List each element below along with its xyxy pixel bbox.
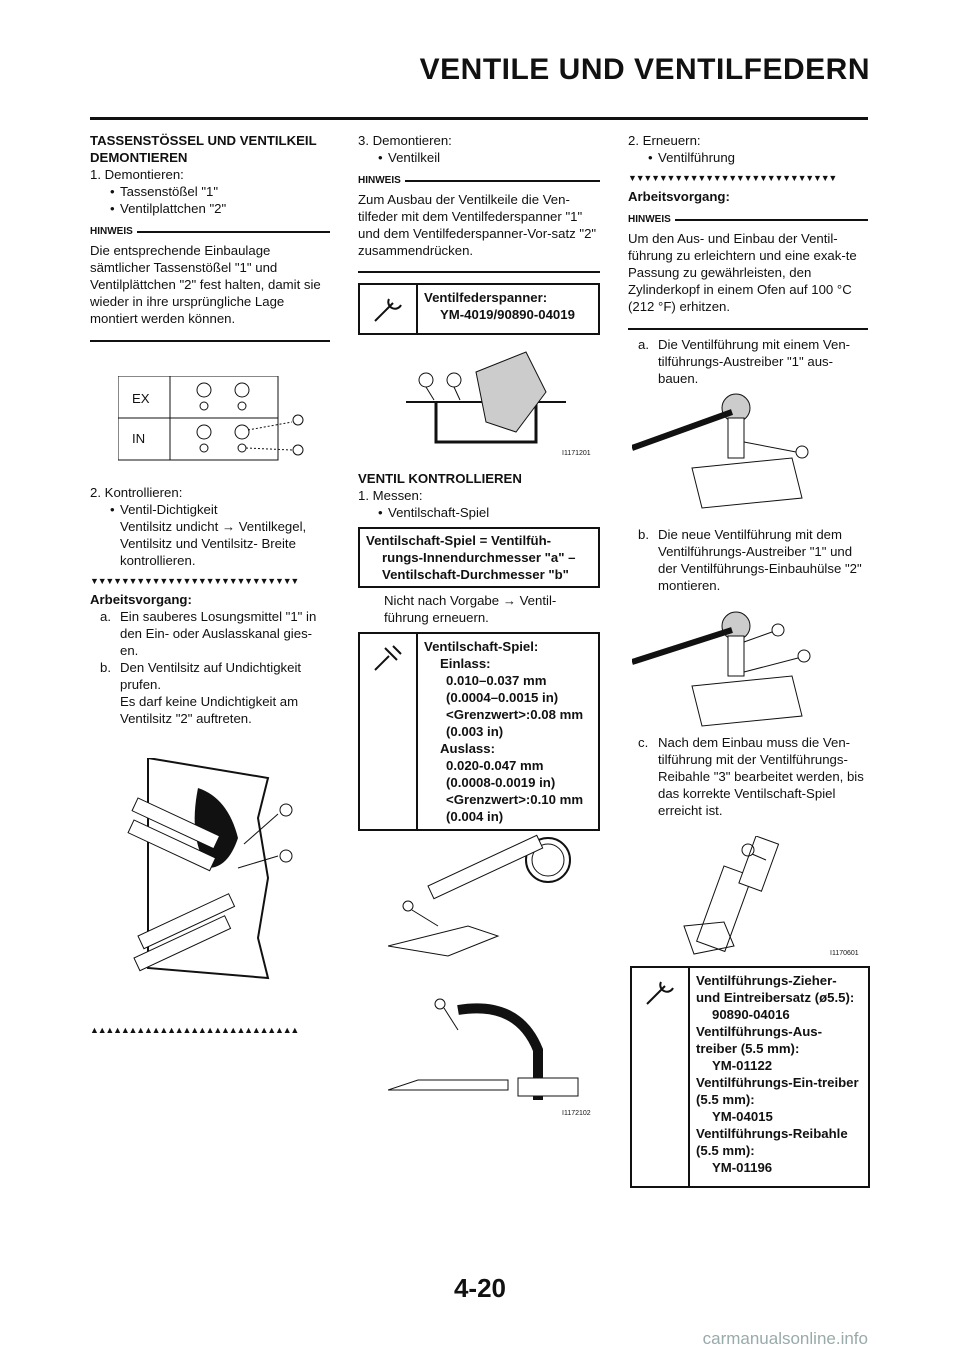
guide-install-figure: [632, 606, 832, 730]
spec-value: (0.0008-0.0019 in): [446, 775, 556, 790]
list-item: • Ventil-Dichtigkeit: [90, 501, 330, 518]
spec-limit: (0.004 in): [446, 809, 504, 824]
tool-number: YM-04015: [712, 1109, 773, 1124]
column-1: [90, 132, 330, 348]
tool-icon: [360, 285, 418, 333]
procedure-step-b-detail: Es darf keine Undichtigkeit am Ventilsitz "2" auftreten.: [120, 694, 299, 726]
list-item: • Ventilplattchen "2": [90, 200, 330, 217]
tool-name: Ventilführungs-Zieher- und Eintreibersatz (ø5.5):: [696, 973, 855, 1005]
guide-removal-figure: [632, 388, 832, 514]
page-title: VENTILE UND VENTILFEDERN: [419, 53, 870, 86]
tool-number: YM-4019/90890-04019: [440, 307, 575, 322]
procedure-end-marker: ▲▲▲▲▲▲▲▲▲▲▲▲▲▲▲▲▲▲▲▲▲▲▲▲▲▲▲: [90, 1025, 299, 1035]
formula-line: Ventilschaft-Spiel = Ventilfüh-: [366, 533, 552, 548]
step-2-detail: Ventilsitz undicht → Ventilkegel, Ventilsitz und Ventilsitz- Breite kontrollieren.: [120, 519, 307, 568]
figure-code: I1171201: [562, 450, 591, 457]
column-3: [628, 132, 868, 387]
note-header: HINWEIS: [358, 172, 600, 189]
spec-value: 0.020-0.047 mm: [446, 758, 544, 773]
step-3: 3. Demontieren:: [358, 133, 452, 148]
procedure-start-marker: ▼▼▼▼▼▼▼▼▼▼▼▼▼▼▼▼▼▼▼▼▼▼▼▼▼▼▼: [628, 173, 837, 183]
section-heading-remove-tappets: TASSENSTÖSSEL UND VENTILKEIL DEMONTIEREN: [90, 133, 317, 165]
spec-title: Ventilschaft-Spiel:: [424, 639, 539, 654]
formula-box: [358, 527, 600, 588]
note-header: HINWEIS: [90, 223, 330, 240]
spec-limit: <Grenzwert>:0.10 mm: [446, 792, 584, 807]
micrometer-figure: [388, 990, 588, 1120]
spec-limit: (0.003 in): [446, 724, 504, 739]
spec-value: 0.010–0.037 mm: [446, 673, 547, 688]
tool-icon: [632, 968, 690, 1186]
formula-line: rungs-Innendurchmesser "a" –: [382, 550, 576, 565]
section-heading-check-valve: VENTIL KONTROLLIEREN: [358, 471, 522, 486]
tool-number: YM-01196: [712, 1160, 773, 1175]
tool-name: Ventilführungs-Reibahle (5.5 mm):: [696, 1126, 848, 1158]
note-text: Zum Ausbau der Ventilkeile die Ven-tilfeder mit dem Ventilfederspanner "1" und dem Ventilfederspanner-Vor-satz "2" zusammendrücken.: [358, 189, 600, 273]
tool-box-valve-guide-tools: [630, 966, 870, 1188]
list-item: • Ventilkeil: [358, 149, 600, 166]
procedure-step-b: b. Den Ventilsitz auf Undichtigkeit prufen.: [100, 660, 302, 692]
formula-line: Ventilschaft-Durchmesser "b": [382, 567, 569, 582]
spec-box-valve-clearance: [358, 632, 600, 831]
spec-intake: Einlass:: [440, 656, 491, 671]
tool-box-valve-spring-compressor: [358, 283, 600, 335]
list-item: • Tassenstößel "1": [90, 183, 330, 200]
bore-gauge-figure: [388, 826, 588, 976]
spec-exhaust: Auslass:: [440, 741, 495, 756]
figure-code: I1172102: [562, 1110, 591, 1117]
valve-leak-test-figure: [118, 758, 318, 988]
tool-name: Ventilführungs-Aus-treiber (5.5 mm):: [696, 1024, 823, 1056]
procedure-step-a: a. Ein sauberes Losungsmittel "1" in den Ein- oder Auslasskanal gies-en.: [100, 609, 317, 658]
title-rule: [90, 117, 868, 120]
note-header: HINWEIS: [628, 211, 868, 228]
spec-value: (0.0004–0.0015 in): [446, 690, 559, 705]
procedure-step-c: c. Nach dem Einbau muss die Ven-tilführung mit der Ventilführungs-Reibahle "3" bearbeitet werden, bis das korrekte Ventilschaft-Spiel erreicht ist.: [638, 735, 864, 818]
watermark: carmanualsonline.info: [702, 1329, 868, 1348]
column-2-lower: [358, 470, 600, 831]
list-item: • Ventilschaft-Spiel: [358, 504, 600, 521]
measure-step: 1. Messen:: [358, 488, 423, 503]
spec-icon: [360, 634, 418, 829]
note-text: Um den Aus- und Einbau der Ventil-führung zu erleichtern und eine exak-te Passung zu gewährleisten, den Zylinderkopf in einem Ofen auf 100 °C (212 °F) erhitzen.: [628, 228, 868, 330]
procedure-start-marker: ▼▼▼▼▼▼▼▼▼▼▼▼▼▼▼▼▼▼▼▼▼▼▼▼▼▼▼: [90, 576, 299, 586]
tool-number: 90890-04016: [712, 1007, 790, 1022]
column-2: [358, 132, 600, 335]
procedure-label: Arbeitsvorgang:: [628, 189, 730, 204]
column-3-b: [628, 526, 868, 594]
tappet-position-figure: [118, 376, 318, 462]
tool-name: Ventilfederspanner:: [424, 290, 548, 305]
list-item: • Ventilführung: [628, 149, 868, 166]
figure-label-ex: EX: [132, 391, 150, 406]
column-1-lower: [90, 484, 330, 727]
note-text: Die entsprechende Einbaulage sämtlicher Tassenstößel "1" und Ventilplättchen "2" fest halten, damit sie wieder in ihre ursprüngliche Lage montiert werden können.: [90, 240, 330, 342]
tool-number: YM-01122: [712, 1058, 773, 1073]
procedure-step-b: b. Die neue Ventilführung mit dem Ventilführungs-Austreiber "1" und der Ventilführungs-Einbauhülse "2" montieren.: [638, 527, 862, 593]
figure-code: I1170601: [830, 950, 859, 957]
procedure-label: Arbeitsvorgang:: [90, 592, 192, 607]
figure-label-in: IN: [132, 431, 146, 446]
page-number: 4-20: [453, 1273, 507, 1303]
procedure-step-a: a. Die Ventilführung mit einem Ven-tilführungs-Austreiber "1" aus-bauen.: [638, 337, 851, 386]
reamer-figure: [664, 836, 864, 960]
tool-name: Ventilführungs-Ein-treiber (5.5 mm):: [696, 1075, 859, 1107]
valve-spring-compressor-figure: [396, 342, 596, 462]
column-3-c: [628, 734, 868, 819]
spec-limit: <Grenzwert>:0.08 mm: [446, 707, 584, 722]
outcome-text: Nicht nach Vorgabe → Ventil-führung erneuern.: [384, 593, 557, 625]
step-2: 2. Kontrollieren:: [90, 485, 183, 500]
step-1: 1. Demontieren:: [90, 167, 184, 182]
step-2-renew: 2. Erneuern:: [628, 133, 701, 148]
